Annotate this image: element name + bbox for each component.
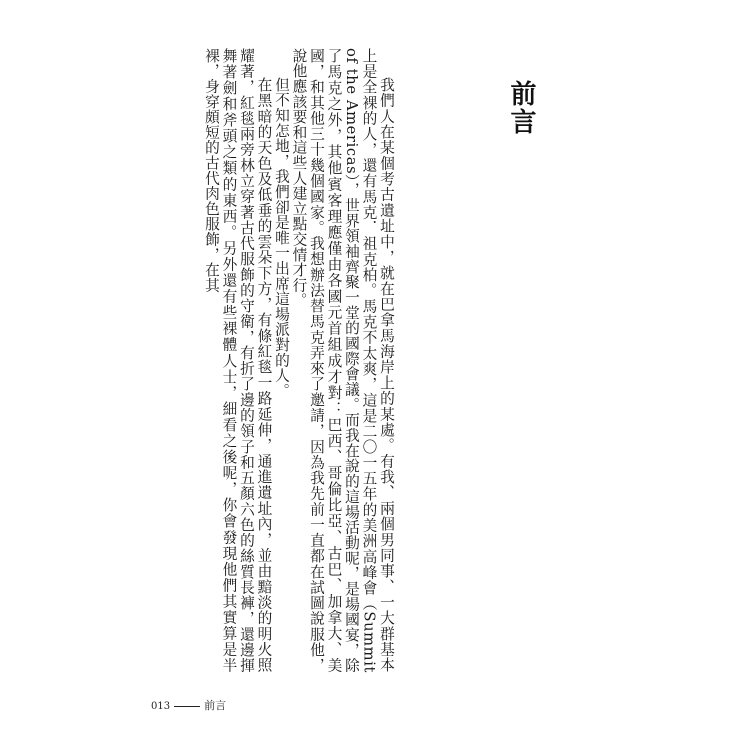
paragraph-1: 我們人在某個考古遺址中，就在巴拿馬海岸上的某處。有我、兩個男同事、一大群基本上是全裸的人，還有馬克．祖克柏。馬克不太爽，這是二〇一五年的美洲高峰會（Summit of the Americas），世界領袖齊聚一堂的國際會議。而我在說的這場活動呢，是場國宴，除了馬克之外，其他賓客理應僅由各國元首組成才對：巴西、哥倫比亞、古巴、加拿大、美國，和其他三十幾個國家。我想辦法替馬克弄來了邀請，因為我先前一直都在試圖說服他，說他應該要和這些人建立點交情才行。 <box>290 48 395 673</box>
chapter-title: 前言 <box>506 80 536 136</box>
paragraph-2: 但不知怎地，我們卻是唯一出席這場派對的人。 <box>273 77 290 399</box>
page-number: 013 <box>151 701 171 712</box>
page-footer <box>151 697 226 713</box>
footer-rule <box>174 706 200 707</box>
running-head: 前言 <box>204 699 227 712</box>
paragraph-3: 在黑暗的天色及低垂的雲朵下方，有條紅毯一路延伸，通進遺址內，並由黯淡的明火照耀著，紅毯兩旁林立穿著古代服飾的守衛，有折了邊的領子和五顏六色的絲質長褲，還邊揮舞著劍和斧頭之類的東西。另外還有些裸體人士，細看之後呢，你會發現他們其實算是半裸，身穿頗短的古代肉色服飾，在其 <box>203 48 273 673</box>
body-text <box>160 48 395 673</box>
